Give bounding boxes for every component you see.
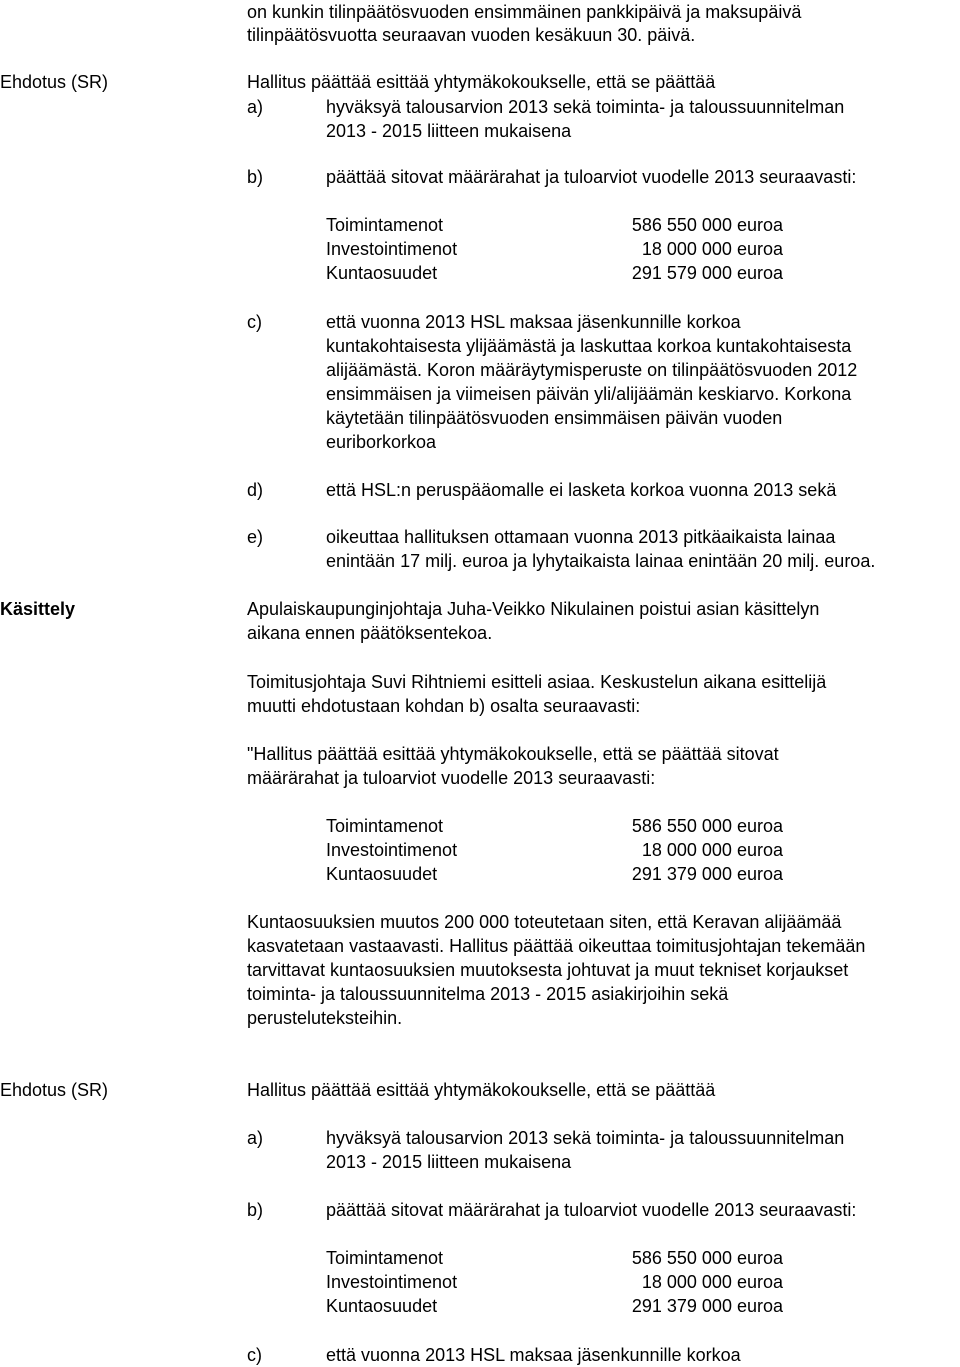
processing-para1-line-2: aikana ennen päätöksentekoa. bbox=[247, 623, 493, 643]
processing-para2-line-1: Toimitusjohtaja Suvi Rihtniemi esitteli asiaa. Keskustelun aikana esittelijä bbox=[247, 672, 827, 692]
item-a-line-1: hyväksyä talousarvion 2013 sekä toiminta- ja taloussuunnitelman bbox=[326, 97, 845, 117]
intro-line-1: on kunkin tilinpäätösvuoden ensimmäinen pankkipäivä ja maksupäivä bbox=[247, 2, 802, 22]
appropriation-amount: 586 550 000 euroa bbox=[631, 816, 783, 836]
proposal-label: Ehdotus (SR) bbox=[0, 72, 109, 92]
item-b-marker: b) bbox=[247, 167, 264, 187]
processing-para3-line-3: tarvittavat kuntaosuuksien muutoksesta johtuvat ja muut tekniset korjaukset bbox=[247, 960, 849, 980]
item-a-line-2: 2013 - 2015 liitteen mukaisena bbox=[326, 121, 572, 141]
item-c-text-2: että vuonna 2013 HSL maksaa jäsenkunnille korkoa bbox=[326, 1345, 741, 1365]
item-c-marker-2: c) bbox=[247, 1345, 262, 1365]
appropriation-amount: 18 000 000 euroa bbox=[641, 1272, 783, 1292]
appropriation-amount: 291 379 000 euroa bbox=[631, 1296, 783, 1316]
appropriation-amount: 18 000 000 euroa bbox=[641, 840, 783, 860]
item-e-line-2: enintään 17 milj. euroa ja lyhytaikaista lainaa enintään 20 milj. euroa. bbox=[326, 551, 876, 571]
item-d-text: että HSL:n peruspääomalle ei lasketa korkoa vuonna 2013 sekä bbox=[326, 480, 837, 500]
item-d-marker: d) bbox=[247, 480, 264, 500]
appropriation-amount: 586 550 000 euroa bbox=[631, 215, 783, 235]
appropriation-amount: 18 000 000 euroa bbox=[641, 239, 783, 259]
item-c-line-1: että vuonna 2013 HSL maksaa jäsenkunnille korkoa bbox=[326, 312, 741, 332]
intro-line-2: tilinpäätösvuotta seuraavan vuoden kesäkuun 30. päivä. bbox=[247, 25, 696, 45]
item-a-marker: a) bbox=[247, 97, 264, 117]
item-a-marker-2: a) bbox=[247, 1128, 264, 1148]
appropriation-name: Toimintamenot bbox=[326, 816, 444, 836]
processing-para3-line-5: perusteluteksteihin. bbox=[247, 1008, 403, 1028]
appropriation-amount: 291 579 000 euroa bbox=[631, 263, 783, 283]
proposal-opening: Hallitus päättää esittää yhtymäkokoukselle, että se päättää bbox=[247, 72, 716, 92]
processing-para3-line-1: Kuntaosuuksien muutos 200 000 toteutetaan siten, että Keravan alijäämää bbox=[247, 912, 842, 932]
proposal-label-2: Ehdotus (SR) bbox=[0, 1080, 109, 1100]
item-e-line-1: oikeuttaa hallituksen ottamaan vuonna 2013 pitkäaikaista lainaa bbox=[326, 527, 836, 547]
processing-para3-line-2: kasvatetaan vastaavasti. Hallitus päättää oikeuttaa toimitusjohtajan tekemään bbox=[247, 936, 866, 956]
item-e-marker: e) bbox=[247, 527, 264, 547]
item-a-line-2-2: 2013 - 2015 liitteen mukaisena bbox=[326, 1152, 572, 1172]
item-b-text: päättää sitovat määrärahat ja tuloarviot vuodelle 2013 seuraavasti: bbox=[326, 167, 857, 187]
proposal-opening-2: Hallitus päättää esittää yhtymäkokoukselle, että se päättää bbox=[247, 1080, 716, 1100]
item-a-line-1-2: hyväksyä talousarvion 2013 sekä toiminta- ja taloussuunnitelman bbox=[326, 1128, 845, 1148]
item-c-line-2: kuntakohtaisesta ylijäämästä ja laskuttaa korkoa kuntakohtaisesta bbox=[326, 336, 852, 356]
appropriation-name: Kuntaosuudet bbox=[326, 864, 438, 884]
appropriation-amount: 291 379 000 euroa bbox=[631, 864, 783, 884]
item-c-line-4: ensimmäisen ja viimeisen päivän yli/alijäämän keskiarvo. Korkona bbox=[326, 384, 852, 404]
processing-para2-line-2: muutti ehdotustaan kohdan b) osalta seuraavasti: bbox=[247, 696, 641, 716]
appropriation-amount: 586 550 000 euroa bbox=[631, 1248, 783, 1268]
appropriation-name: Kuntaosuudet bbox=[326, 263, 438, 283]
item-b-marker-2: b) bbox=[247, 1200, 264, 1220]
appropriation-name: Kuntaosuudet bbox=[326, 1296, 438, 1316]
item-c-marker: c) bbox=[247, 312, 262, 332]
appropriation-name: Investointimenot bbox=[326, 239, 458, 259]
appropriation-name: Investointimenot bbox=[326, 840, 458, 860]
appropriation-name: Toimintamenot bbox=[326, 1248, 444, 1268]
item-b-text-2: päättää sitovat määrärahat ja tuloarviot vuodelle 2013 seuraavasti: bbox=[326, 1200, 857, 1220]
processing-para1-line-1: Apulaiskaupunginjohtaja Juha-Veikko Nikulainen poistui asian käsittelyn bbox=[247, 599, 820, 619]
appropriation-name: Toimintamenot bbox=[326, 215, 444, 235]
item-c-line-6: euriborkorkoa bbox=[326, 432, 437, 452]
processing-para3-line-4: toiminta- ja taloussuunnitelma 2013 - 2015 asiakirjoihin sekä bbox=[247, 984, 729, 1004]
processing-label: Käsittely bbox=[0, 599, 76, 619]
processing-quote-line-1: "Hallitus päättää esittää yhtymäkokoukselle, että se päättää sitovat bbox=[247, 744, 779, 764]
item-c-line-3: alijäämästä. Koron määräytymisperuste on tilinpäätösvuoden 2012 bbox=[326, 360, 858, 380]
item-c-line-5: käytetään tilinpäätösvuoden ensimmäisen päivän vuoden bbox=[326, 408, 783, 428]
processing-quote-line-2: määrärahat ja tuloarviot vuodelle 2013 seuraavasti: bbox=[247, 768, 656, 788]
appropriation-name: Investointimenot bbox=[326, 1272, 458, 1292]
